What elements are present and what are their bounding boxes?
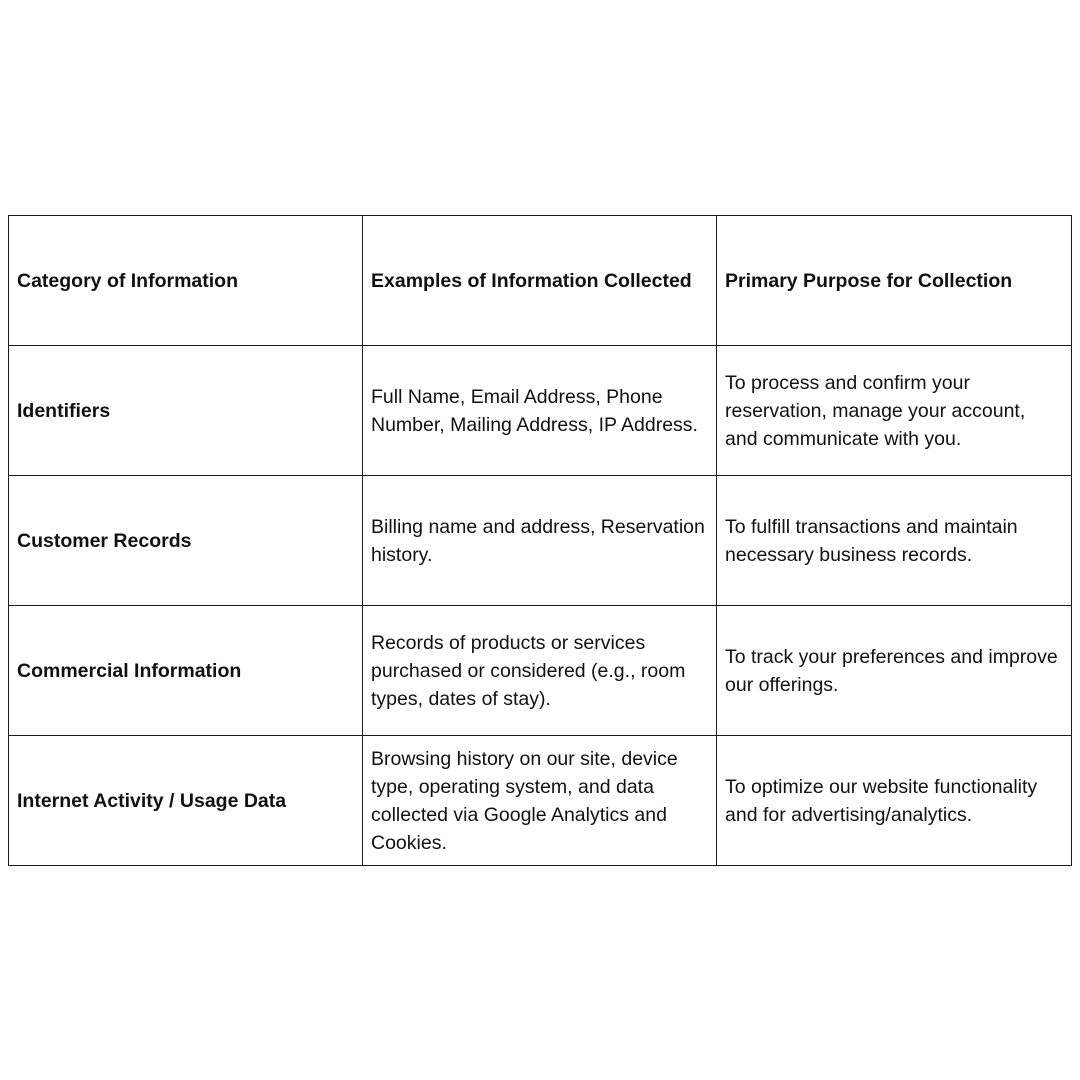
row-category: Identifiers — [9, 346, 363, 476]
data-collection-table — [8, 215, 1072, 866]
header-category: Category of Information — [9, 216, 363, 346]
header-purpose: Primary Purpose for Collection — [717, 216, 1072, 346]
table-row — [9, 476, 1072, 606]
table-row — [9, 346, 1072, 476]
row-examples: Browsing history on our site, device type, operating system, and data collected via Google Analytics and Cookies. — [363, 736, 717, 866]
header-examples: Examples of Information Collected — [363, 216, 717, 346]
row-category: Commercial Information — [9, 606, 363, 736]
row-purpose: To track your preferences and improve our offerings. — [717, 606, 1072, 736]
row-examples: Full Name, Email Address, Phone Number, Mailing Address, IP Address. — [363, 346, 717, 476]
data-collection-table-container — [8, 215, 1071, 866]
row-examples: Records of products or services purchased or considered (e.g., room types, dates of stay). — [363, 606, 717, 736]
row-purpose: To fulfill transactions and maintain necessary business records. — [717, 476, 1072, 606]
table-row — [9, 606, 1072, 736]
row-purpose: To process and confirm your reservation, manage your account, and communicate with you. — [717, 346, 1072, 476]
row-examples: Billing name and address, Reservation history. — [363, 476, 717, 606]
row-category: Internet Activity / Usage Data — [9, 736, 363, 866]
table-row — [9, 736, 1072, 866]
table-header-row — [9, 216, 1072, 346]
row-category: Customer Records — [9, 476, 363, 606]
row-purpose: To optimize our website functionality and for advertising/analytics. — [717, 736, 1072, 866]
